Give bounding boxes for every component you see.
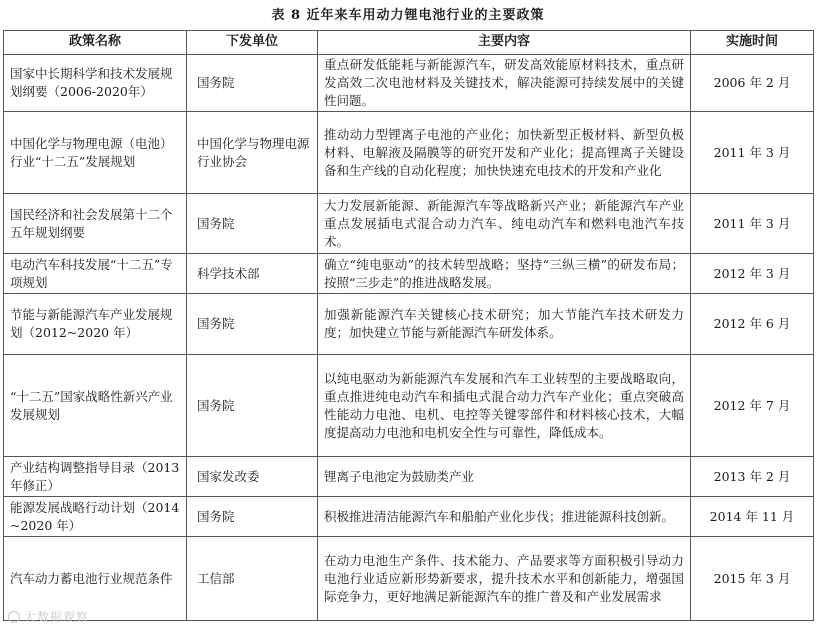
effective-date-cell: 2014 年 11 月 — [691, 497, 814, 537]
effective-date-cell: 2012 年 3 月 — [691, 254, 814, 294]
header-issuing-unit: 下发单位 — [187, 31, 318, 55]
watermark-text: 大数据观察 — [24, 610, 90, 624]
table-row — [4, 497, 814, 537]
effective-date-cell: 2012 年 7 月 — [691, 355, 814, 457]
effective-date-cell: 2011 年 3 月 — [691, 194, 814, 254]
issuing-unit-cell: 国家发改委 — [187, 457, 318, 497]
table-row — [4, 294, 814, 355]
policy-name-cell: 国民经济和社会发展第十二个五年规划纲要 — [4, 194, 187, 254]
header-policy-name: 政策名称 — [4, 31, 187, 55]
issuing-unit-cell: 国务院 — [187, 294, 318, 355]
watermark — [8, 608, 89, 625]
table-row — [4, 254, 814, 294]
issuing-unit-cell: 国务院 — [187, 497, 318, 537]
table-row — [4, 194, 814, 254]
policy-name-cell: 电动汽车科技发展“十二五”专项规划 — [4, 254, 187, 294]
table-row — [4, 55, 814, 112]
policy-name-cell: 国家中长期科学和技术发展规划纲要（2006-2020年） — [4, 55, 187, 112]
main-content-cell: 确立“纯电驱动”的技术转型战略；坚持“三纵三横”的研发布局；按照“三步走”的推进战略发展。 — [318, 254, 691, 294]
effective-date-cell: 2006 年 2 月 — [691, 55, 814, 112]
issuing-unit-cell: 国务院 — [187, 355, 318, 457]
table-caption: 表 8 近年来车用动力锂电池行业的主要政策 — [271, 8, 545, 23]
main-content-cell: 重点研发低能耗与新能源汽车，研发高效能原材料技术，重点研发高效二次电池材料及关键技术，解决能源可持续发展中的关键性问题。 — [318, 55, 691, 112]
policy-name-cell: 节能与新能源汽车产业发展规划（2012~2020 年） — [4, 294, 187, 355]
main-content-cell: 大力发展新能源、新能源汽车等战略新兴产业；新能源汽车产业重点发展插电式混合动力汽车、纯电动汽车和燃料电池汽车技术。 — [318, 194, 691, 254]
table-header-row — [4, 31, 814, 55]
policy-name-cell: “十二五”国家战略性新兴产业发展规划 — [4, 355, 187, 457]
policy-name-cell: 能源发展战略行动计划（2014~2020 年） — [4, 497, 187, 537]
main-content-cell: 在动力电池生产条件、技术能力、产品要求等方面积极引导动力电池行业适应新形势新要求，提升技术水平和创新能力，增强国际竞争力，更好地满足新能源汽车的推广普及和产业发展需求 — [318, 537, 691, 621]
effective-date-cell: 2015 年 3 月 — [691, 537, 814, 621]
issuing-unit-cell: 科学技术部 — [187, 254, 318, 294]
issuing-unit-cell: 中国化学与物理电源行业协会 — [187, 112, 318, 194]
issuing-unit-cell: 工信部 — [187, 537, 318, 621]
main-content-cell: 加强新能源汽车关键核心技术研究；加大节能汽车技术研发力度；加快建立节能与新能源汽车研发体系。 — [318, 294, 691, 355]
issuing-unit-cell: 国务院 — [187, 55, 318, 112]
main-content-cell: 推动动力型锂离子电池的产业化；加快新型正极材料、新型负极材料、电解液及隔膜等的研究开发和产业化；提高锂离子关键设备和生产线的自动化程度；加快快速充电技术的开发和产业化 — [318, 112, 691, 194]
table-row — [4, 537, 814, 621]
main-content-cell: 锂离子电池定为鼓励类产业 — [318, 457, 691, 497]
table-row — [4, 457, 814, 497]
main-content-cell: 积极推进清洁能源汽车和船舶产业化步伐；推进能源科技创新。 — [318, 497, 691, 537]
effective-date-cell: 2011 年 3 月 — [691, 112, 814, 194]
policy-name-cell: 中国化学与物理电源（电池）行业“十二五”发展规划 — [4, 112, 187, 194]
issuing-unit-cell: 国务院 — [187, 194, 318, 254]
policy-table — [3, 30, 814, 621]
table-row — [4, 355, 814, 457]
main-content-cell: 以纯电驱动为新能源汽车发展和汽车工业转型的主要战略取向，重点推进纯电动汽车和插电式混合动力汽车产业化；重点突破高性能动力电池、电机、电控等关键零部件和材料核心技术，大幅度提高动力电池和电机安全性与可靠性，降低成本。 — [318, 355, 691, 457]
watermark-logo-icon — [8, 611, 20, 623]
header-main-content: 主要内容 — [318, 31, 691, 55]
table-row — [4, 112, 814, 194]
effective-date-cell: 2013 年 2 月 — [691, 457, 814, 497]
effective-date-cell: 2012 年 6 月 — [691, 294, 814, 355]
header-effective-date: 实施时间 — [691, 31, 814, 55]
policy-name-cell: 汽车动力蓄电池行业规范条件 — [4, 537, 187, 621]
policy-name-cell: 产业结构调整指导目录（2013 年修正） — [4, 457, 187, 497]
